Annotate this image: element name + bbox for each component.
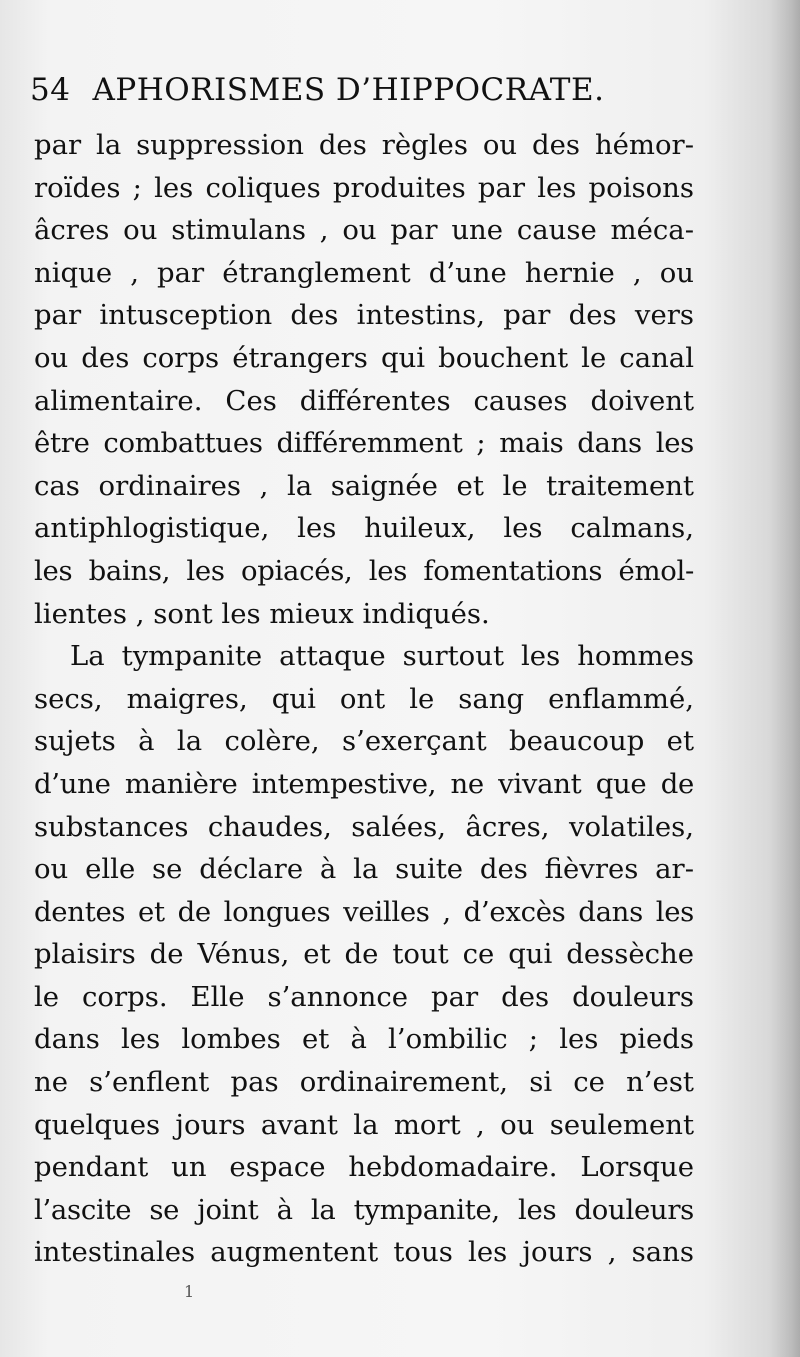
text-line: ou des corps étrangers qui bouchent le canal — [34, 341, 694, 374]
text-line: ne s’enflent pas ordinairement, si ce n’est — [34, 1066, 694, 1099]
text-line: cas ordinaires , la saignée et le traitement — [34, 469, 694, 502]
page-edge-shadow — [770, 0, 800, 1357]
paragraph-start-line: La tympanite attaque surtout les hommes — [70, 640, 694, 673]
text-line: alimentaire. Ces différentes causes doivent — [34, 384, 694, 417]
text-line: dentes et de longues veilles , d’excès dans les — [34, 895, 694, 928]
text-line: plaisirs de Vénus, et de tout ce qui dessèche — [34, 938, 694, 971]
page-number: 54 — [30, 72, 71, 108]
text-line: par intusception des intestins, par des vers — [34, 299, 694, 332]
text-line: dans les lombes et à l’ombilic ; les pieds — [34, 1023, 694, 1056]
text-line: secs, maigres, qui ont le sang enflammé, — [34, 682, 694, 715]
text-line: antiphlogistique, les huileux, les calmans, — [34, 512, 694, 545]
text-line: ou elle se déclare à la suite des fièvres ar- — [34, 853, 694, 886]
text-line: substances chaudes, salées, âcres, volatiles, — [34, 810, 694, 843]
text-line: par la suppression des règles ou des hémor- — [34, 129, 694, 161]
running-title: APHORISMES D’HIPPOCRATE. — [92, 72, 605, 108]
text-line: nique , par étranglement d’une hernie , ou — [34, 256, 694, 289]
body-text — [34, 124, 694, 1274]
text-line: être combattues différemment ; mais dans les — [34, 427, 694, 460]
text-line: âcres ou stimulans , ou par une cause méca- — [34, 214, 694, 247]
running-header — [30, 66, 750, 114]
text-line: intestinales augmentent tous les jours , sans — [34, 1236, 694, 1269]
text-line: pendant un espace hebdomadaire. Lorsque — [34, 1151, 694, 1184]
text-line: l’ascite se joint à la tympanite, les douleurs — [34, 1193, 694, 1226]
signature-mark: 1 — [184, 1282, 195, 1301]
text-line: d’une manière intempestive, ne vivant que de — [34, 767, 694, 800]
paragraph-end-line: lientes , sont les mieux indiqués. — [34, 597, 490, 630]
text-line: quelques jours avant la mort , ou seulement — [34, 1108, 694, 1141]
text-line: les bains, les opiacés, les fomentations émol- — [34, 554, 694, 587]
text-line: le corps. Elle s’annonce par des douleurs — [34, 980, 694, 1013]
text-line: roïdes ; les coliques produites par les poisons — [34, 171, 694, 204]
text-line: sujets à la colère, s’exerçant beaucoup et — [34, 725, 694, 758]
